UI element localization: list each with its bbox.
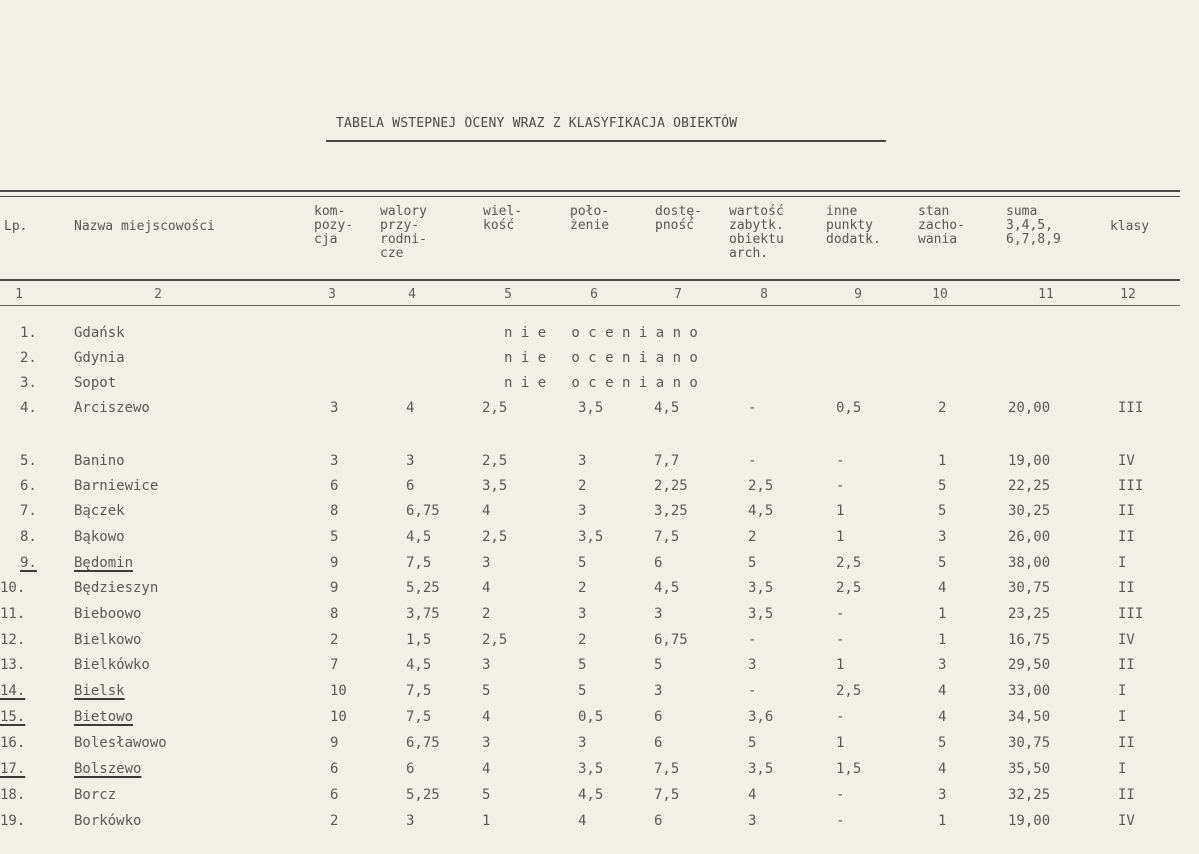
table-row [0, 350, 1180, 372]
place-name: Bielsk [74, 683, 125, 699]
column-number: 11 [1038, 287, 1054, 302]
score-cell: 6,75 [406, 735, 440, 751]
table-row [0, 787, 1180, 809]
document-title: TABELA WSTEPNEJ OCENY WRAZ Z KLASYFIKACJA OBIEKTÓW [336, 116, 738, 131]
row-number: 15. [0, 709, 26, 725]
score-cell: 5 [482, 787, 491, 803]
place-name: Bielkowo [74, 632, 142, 648]
column-number: 9 [854, 287, 862, 302]
score-cell: 19,00 [1008, 813, 1051, 829]
score-cell: 10 [330, 683, 347, 699]
not-rated-note: n i e o c e n i a n o [504, 375, 698, 391]
place-name: Bolesławowo [74, 735, 167, 751]
score-cell: 6,75 [406, 503, 440, 519]
score-cell: III [1118, 478, 1144, 494]
score-cell: II [1118, 657, 1135, 673]
row-number: 9. [20, 555, 37, 571]
table-row [0, 813, 1180, 835]
score-cell: 2,5 [836, 555, 862, 571]
score-cell: - [836, 709, 845, 725]
score-cell: 9 [330, 735, 339, 751]
score-cell: 2,5 [482, 632, 508, 648]
place-name: Bietowo [74, 709, 134, 725]
score-cell: - [748, 632, 757, 648]
column-number: 10 [932, 287, 948, 302]
score-cell: 3 [406, 453, 415, 469]
table-top-rule [0, 190, 1180, 192]
score-cell: 4 [938, 709, 947, 725]
score-cell: 19,00 [1008, 453, 1051, 469]
score-cell: 7,5 [654, 787, 680, 803]
score-cell: III [1118, 606, 1144, 622]
place-name: Bieboowo [74, 606, 142, 622]
score-cell: 6 [330, 761, 339, 777]
score-cell: 4 [482, 709, 491, 725]
score-cell: 7,5 [406, 555, 432, 571]
score-cell: 1 [836, 657, 845, 673]
score-cell: 4 [938, 683, 947, 699]
place-name: Bielkówko [74, 657, 150, 673]
row-number: 12. [0, 632, 26, 648]
place-name: Będzieszyn [74, 580, 159, 596]
row-number: 2. [20, 350, 37, 366]
row-number: 1. [20, 325, 37, 341]
score-cell: 34,50 [1008, 709, 1051, 725]
row-number: 10. [0, 580, 26, 596]
table-row [0, 529, 1180, 551]
score-cell: 5 [578, 555, 587, 571]
score-cell: 1 [938, 453, 947, 469]
score-cell: 1 [482, 813, 491, 829]
score-cell: 6 [654, 709, 663, 725]
header-kompozycja: kom- pozy- cja [314, 204, 354, 247]
score-cell: 2 [330, 813, 339, 829]
place-name: Bolszewo [74, 761, 142, 777]
score-cell: 4,5 [654, 400, 680, 416]
score-cell: 20,00 [1008, 400, 1051, 416]
score-cell: 2,25 [654, 478, 688, 494]
score-cell: 2 [578, 478, 587, 494]
score-cell: 6 [330, 478, 339, 494]
score-cell: 26,00 [1008, 529, 1051, 545]
table-row [0, 657, 1180, 679]
score-cell: I [1118, 555, 1127, 571]
score-cell: - [836, 453, 845, 469]
score-cell: 4,5 [578, 787, 604, 803]
score-cell: 3 [578, 503, 587, 519]
score-cell: 3,5 [578, 529, 604, 545]
score-cell: 5 [938, 478, 947, 494]
score-cell: 3 [938, 657, 947, 673]
row-number: 16. [0, 735, 26, 751]
place-name: Sopot [74, 375, 117, 391]
score-cell: 1 [938, 632, 947, 648]
score-cell: 3,5 [578, 400, 604, 416]
score-cell: 29,50 [1008, 657, 1051, 673]
column-number: 12 [1120, 287, 1136, 302]
score-cell: 4,5 [406, 529, 432, 545]
column-number: 2 [154, 287, 162, 302]
score-cell: - [748, 453, 757, 469]
table-row [0, 761, 1180, 783]
table-row [0, 580, 1180, 602]
score-cell: 6 [654, 555, 663, 571]
score-cell: 1 [938, 606, 947, 622]
row-number: 14. [0, 683, 26, 699]
score-cell: II [1118, 529, 1135, 545]
column-number: 1 [15, 287, 23, 302]
place-name: Bączek [74, 503, 125, 519]
column-number: 3 [328, 287, 336, 302]
column-number: 6 [590, 287, 598, 302]
score-cell: I [1118, 761, 1127, 777]
score-cell: 4 [482, 503, 491, 519]
table-row [0, 632, 1180, 654]
score-cell: IV [1118, 813, 1135, 829]
header-nazwa: Nazwa miejscowości [74, 219, 215, 234]
score-cell: II [1118, 787, 1135, 803]
score-cell: 9 [330, 555, 339, 571]
score-cell: 5 [654, 657, 663, 673]
score-cell: 4 [938, 761, 947, 777]
score-cell: 5 [938, 503, 947, 519]
score-cell: IV [1118, 453, 1135, 469]
score-cell: 35,50 [1008, 761, 1051, 777]
header-lp: Lp. [4, 219, 28, 234]
place-name: Banino [74, 453, 125, 469]
score-cell: 7,5 [654, 761, 680, 777]
column-number: 4 [408, 287, 416, 302]
score-cell: II [1118, 503, 1135, 519]
table-row [0, 735, 1180, 757]
score-cell: 3,25 [654, 503, 688, 519]
column-number: 7 [674, 287, 682, 302]
score-cell: 4 [482, 580, 491, 596]
score-cell: 5,25 [406, 787, 440, 803]
score-cell: I [1118, 683, 1127, 699]
score-cell: 0,5 [578, 709, 604, 725]
score-cell: 2,5 [836, 580, 862, 596]
place-name: Arciszewo [74, 400, 150, 416]
row-number: 7. [20, 503, 37, 519]
header-wartosc: wartość zabytk. obiektu arch. [729, 204, 784, 261]
score-cell: 5 [748, 735, 757, 751]
score-cell: 7 [330, 657, 339, 673]
score-cell: 3 [482, 555, 491, 571]
score-cell: 6 [406, 761, 415, 777]
score-cell: 4 [938, 580, 947, 596]
score-cell: 3,6 [748, 709, 774, 725]
score-cell: 4,5 [654, 580, 680, 596]
score-cell: 1 [938, 813, 947, 829]
score-cell: 2,5 [482, 453, 508, 469]
score-cell: 2,5 [836, 683, 862, 699]
score-cell: 3,5 [748, 761, 774, 777]
score-cell: 1 [836, 529, 845, 545]
score-cell: 1,5 [836, 761, 862, 777]
score-cell: 2 [578, 580, 587, 596]
score-cell: 2,5 [482, 400, 508, 416]
score-cell: 7,5 [654, 529, 680, 545]
score-cell: 3 [748, 813, 757, 829]
score-cell: 3,5 [482, 478, 508, 494]
not-rated-note: n i e o c e n i a n o [504, 350, 698, 366]
score-cell: 3,5 [748, 606, 774, 622]
row-number: 17. [0, 761, 26, 777]
score-cell: 2,5 [482, 529, 508, 545]
score-cell: 2 [748, 529, 757, 545]
row-number: 4. [20, 400, 37, 416]
score-cell: 2 [482, 606, 491, 622]
score-cell: I [1118, 709, 1127, 725]
score-cell: II [1118, 735, 1135, 751]
header-stan: stan zacho- wania [918, 204, 965, 247]
place-name: Bąkowo [74, 529, 125, 545]
title-underline [326, 140, 886, 142]
score-cell: 3 [330, 453, 339, 469]
row-number: 13. [0, 657, 26, 673]
score-cell: 7,5 [406, 683, 432, 699]
row-number: 19. [0, 813, 26, 829]
score-cell: 3 [330, 400, 339, 416]
score-cell: 30,25 [1008, 503, 1051, 519]
score-cell: 3 [482, 735, 491, 751]
column-number-rule [0, 305, 1180, 306]
score-cell: 32,25 [1008, 787, 1051, 803]
score-cell: III [1118, 400, 1144, 416]
score-cell: 5 [938, 735, 947, 751]
score-cell: - [836, 632, 845, 648]
score-cell: 0,5 [836, 400, 862, 416]
score-cell: - [836, 478, 845, 494]
header-inne: inne punkty dodatk. [826, 204, 881, 247]
score-cell: 4 [578, 813, 587, 829]
score-cell: 3,75 [406, 606, 440, 622]
score-cell: 38,00 [1008, 555, 1051, 571]
score-cell: 2 [938, 400, 947, 416]
table-row [0, 606, 1180, 628]
header-klasy: klasy [1110, 219, 1150, 234]
place-name: Gdynia [74, 350, 125, 366]
place-name: Barniewice [74, 478, 159, 494]
score-cell: - [836, 606, 845, 622]
score-cell: 6 [654, 813, 663, 829]
table-row [0, 683, 1180, 705]
table-row [0, 478, 1180, 500]
row-number: 6. [20, 478, 37, 494]
column-number: 5 [504, 287, 512, 302]
header-suma: suma 3,4,5, 6,7,8,9 [1006, 204, 1061, 247]
score-cell: 7,7 [654, 453, 680, 469]
table-row [0, 555, 1180, 577]
score-cell: 3 [578, 453, 587, 469]
table-row [0, 400, 1180, 422]
score-cell: 6 [406, 478, 415, 494]
score-cell: 33,00 [1008, 683, 1051, 699]
table-row [0, 375, 1180, 397]
score-cell: 6 [654, 735, 663, 751]
score-cell: 10 [330, 709, 347, 725]
score-cell: 4,5 [406, 657, 432, 673]
table-row [0, 709, 1180, 731]
score-cell: 2 [578, 632, 587, 648]
table-row [0, 325, 1180, 347]
score-cell: 5 [330, 529, 339, 545]
place-name: Będomin [74, 555, 134, 571]
score-cell: 3 [578, 735, 587, 751]
header-walory: walory przy- rodni- cze [380, 204, 427, 261]
score-cell: 5 [578, 657, 587, 673]
score-cell: 4,5 [748, 503, 774, 519]
score-cell: 1 [836, 503, 845, 519]
score-cell: - [748, 683, 757, 699]
score-cell: 3 [938, 787, 947, 803]
score-cell: 5 [748, 555, 757, 571]
place-name: Borcz [74, 787, 117, 803]
score-cell: 30,75 [1008, 580, 1051, 596]
score-cell: 6,75 [654, 632, 688, 648]
score-cell: - [836, 813, 845, 829]
table-top-rule-2 [0, 196, 1180, 197]
score-cell: 3 [938, 529, 947, 545]
score-cell: 2,5 [748, 478, 774, 494]
score-cell: 3,5 [748, 580, 774, 596]
score-cell: 3 [482, 657, 491, 673]
score-cell: 5 [482, 683, 491, 699]
table-row [0, 503, 1180, 525]
header-wielkosc: wiel- kość [483, 204, 523, 233]
score-cell: 3 [654, 683, 663, 699]
score-cell: 5 [938, 555, 947, 571]
not-rated-note: n i e o c e n i a n o [504, 325, 698, 341]
place-name: Borkówko [74, 813, 142, 829]
row-number: 18. [0, 787, 26, 803]
score-cell: IV [1118, 632, 1135, 648]
place-name: Gdańsk [74, 325, 125, 341]
score-cell: 9 [330, 580, 339, 596]
score-cell: - [836, 787, 845, 803]
row-number: 11. [0, 606, 26, 622]
score-cell: 8 [330, 606, 339, 622]
score-cell: 1 [836, 735, 845, 751]
score-cell: 3 [654, 606, 663, 622]
score-cell: 22,25 [1008, 478, 1051, 494]
score-cell: 3,5 [578, 761, 604, 777]
score-cell: 4 [482, 761, 491, 777]
score-cell: 3 [578, 606, 587, 622]
score-cell: 5 [578, 683, 587, 699]
score-cell: 3 [406, 813, 415, 829]
header-polozenie: poło- żenie [570, 204, 610, 233]
score-cell: 7,5 [406, 709, 432, 725]
header-bottom-rule [0, 279, 1180, 281]
score-cell: 16,75 [1008, 632, 1051, 648]
score-cell: 8 [330, 503, 339, 519]
score-cell: 1,5 [406, 632, 432, 648]
score-cell: 2 [330, 632, 339, 648]
score-cell: 23,25 [1008, 606, 1051, 622]
column-number: 8 [760, 287, 768, 302]
row-number: 5. [20, 453, 37, 469]
row-number: 8. [20, 529, 37, 545]
score-cell: 4 [406, 400, 415, 416]
score-cell: 4 [748, 787, 757, 803]
score-cell: II [1118, 580, 1135, 596]
score-cell: 3 [748, 657, 757, 673]
row-number: 3. [20, 375, 37, 391]
score-cell: 6 [330, 787, 339, 803]
score-cell: 5,25 [406, 580, 440, 596]
header-dostepnosc: dostę- pność [655, 204, 702, 233]
table-row [0, 453, 1180, 475]
score-cell: - [748, 400, 757, 416]
score-cell: 30,75 [1008, 735, 1051, 751]
